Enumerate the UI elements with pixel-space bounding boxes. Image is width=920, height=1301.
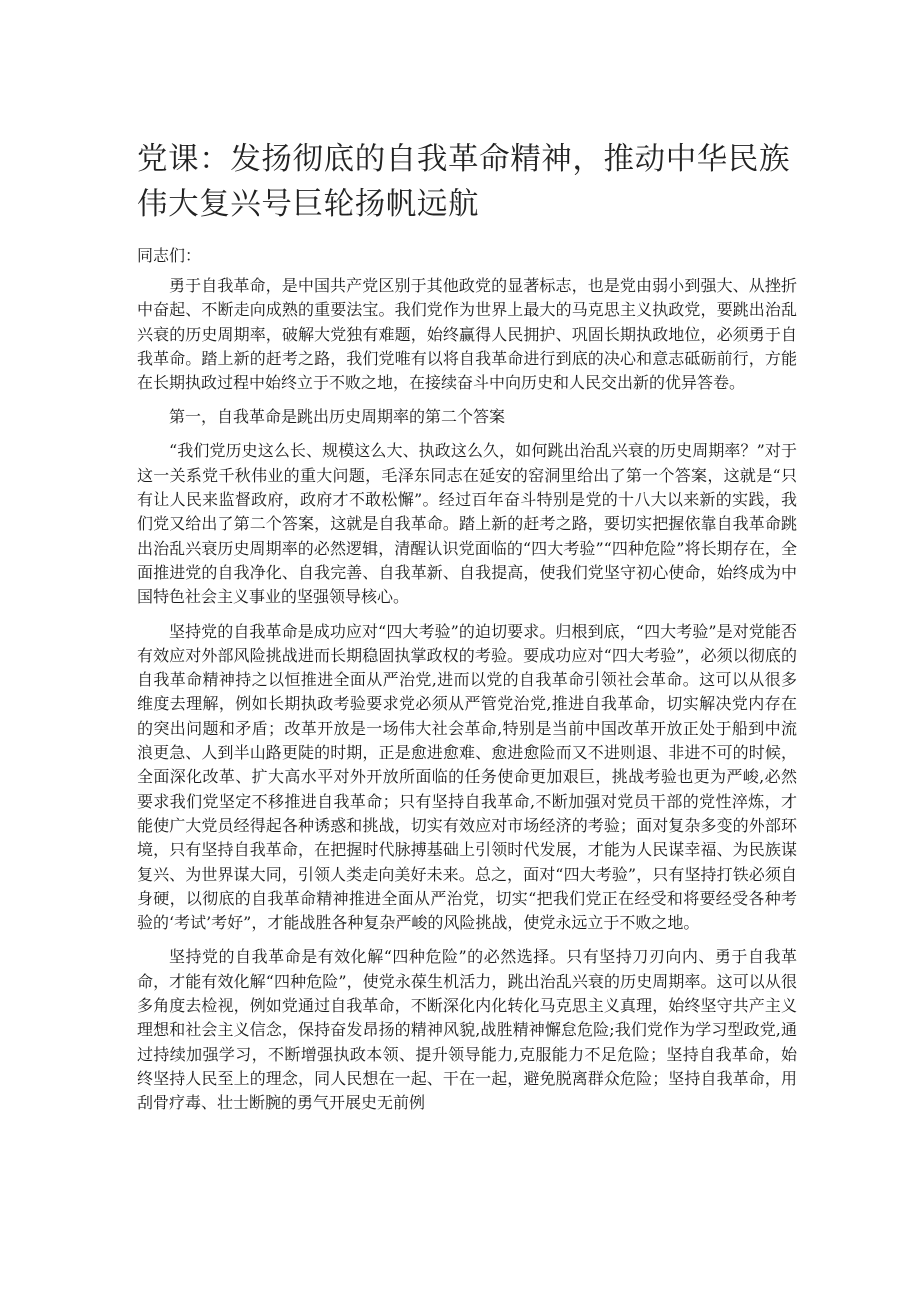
section-heading: 第一，自我革命是跳出历史周期率的第二个答案 [169, 407, 506, 427]
document-title: 党课：发扬彻底的自我革命精神，推动中华民族伟大复兴号巨轮扬帆远航 [137, 142, 791, 222]
intro-paragraph: 勇于自我革命，是中国共产党区别于其他政党的显著标志，也是党由弱小到强大、从挫折中奋起、不断走向成熟的重要法宝。我们党作为世界上最大的马克思主义执政党，要跳出治乱兴衰的历史周期率，破解大党独有难题，始终赢得人民拥护、巩固长期执政地位，必须勇于自我革命。踏上新的赶考之路，我们党唯有以将自我革命进行到底的决心和意志砥砺前行，方能在长期执政过程中始终立于不败之地，在接续奋斗中向历史和人民交出新的优异答卷。 [137, 276, 797, 393]
body-paragraph: “我们党历史这么长、规模这么大、执政这么久，如何跳出治乱兴衰的历史周期率？”对于这一关系党千秋伟业的重大问题，毛泽东同志在延安的窑洞里给出了第一个答案，这就是“只有让人民来监督政府，政府才不敢松懈”。经过百年奋斗特别是党的十八大以来新的实践，我们党又给出了第二个答案，这就是自我革命。踏上新的赶考之路，要切实把握依靠自我革命跳出治乱兴衰历史周期率的必然逻辑，清醒认识党面临的“四大考验”“四种危险”将长期存在，全面推进党的自我净化、自我完善、自我革新、自我提高，使我们党坚守初心使命，始终成为中国特色社会主义事业的坚强领导核心。 [137, 441, 797, 607]
body-paragraph: 坚持党的自我革命是有效化解“四种危险”的必然选择。只有坚持刀刃向内、勇于自我革命，才能有效化解“四种危险”，使党永葆生机活力，跳出治乱兴衰的历史周期率。这可以从很多角度去检视，例如党通过自我革命，不断深化内化转化马克思主义真理，始终坚守共产主义理想和社会主义信念，保持奋发昂扬的精神风貌,战胜精神懈怠危险;我们党作为学习型政党,通过持续加强学习，不断增强执政本领、提升领导能力,克服能力不足危险；坚持自我革命，始终坚持人民至上的理念，同人民想在一起、干在一起，避免脱离群众危险；坚持自我革命，用刮骨疗毒、壮士断腕的勇气开展史无前例 [137, 947, 797, 1113]
body-paragraph: 坚持党的自我革命是成功应对“四大考验”的迫切要求。归根到底，“四大考验”是对党能否有效应对外部风险挑战进而长期稳固执掌政权的考验。要成功应对“四大考验”，必须以彻底的自我革命精神持之以恒推进全面从严治党,进而以党的自我革命引领社会革命。这可以从很多维度去理解，例如长期执政考验要求党必须从严管党治党,推进自我革命，切实解决党内存在的突出问题和矛盾；改革开放是一场伟大社会革命,特别是当前中国改革开放正处于船到中流浪更急、人到半山路更陡的时期，正是愈进愈难、愈进愈险而又不进则退、非进不可的时候，全面深化改革、扩大高水平对外开放所面临的任务使命更加艰巨，挑战考验也更为严峻,必然要求我们党坚定不移推进自我革命；只有坚持自我革命,不断加强对党员干部的党性淬炼，才能使广大党员经得起各种诱惑和挑战，切实有效应对市场经济的考验；面对复杂多变的外部环境，只有坚持自我革命，在把握时代脉搏基础上引领时代发展，才能为人民谋幸福、为民族谋复兴、为世界谋大同，引领人类走向美好未来。总之，面对“四大考验”，只有坚持打铁必须自身硬，以彻底的自我革命精神推进全面从严治党，切实“把我们党正在经受和将要经受各种考验的‘考试’考好”，才能战胜各种复杂严峻的风险挑战，使党永远立于不败之地。 [137, 621, 797, 933]
document-body [137, 137, 797, 1126]
salutation: 同志们： [137, 246, 202, 265]
